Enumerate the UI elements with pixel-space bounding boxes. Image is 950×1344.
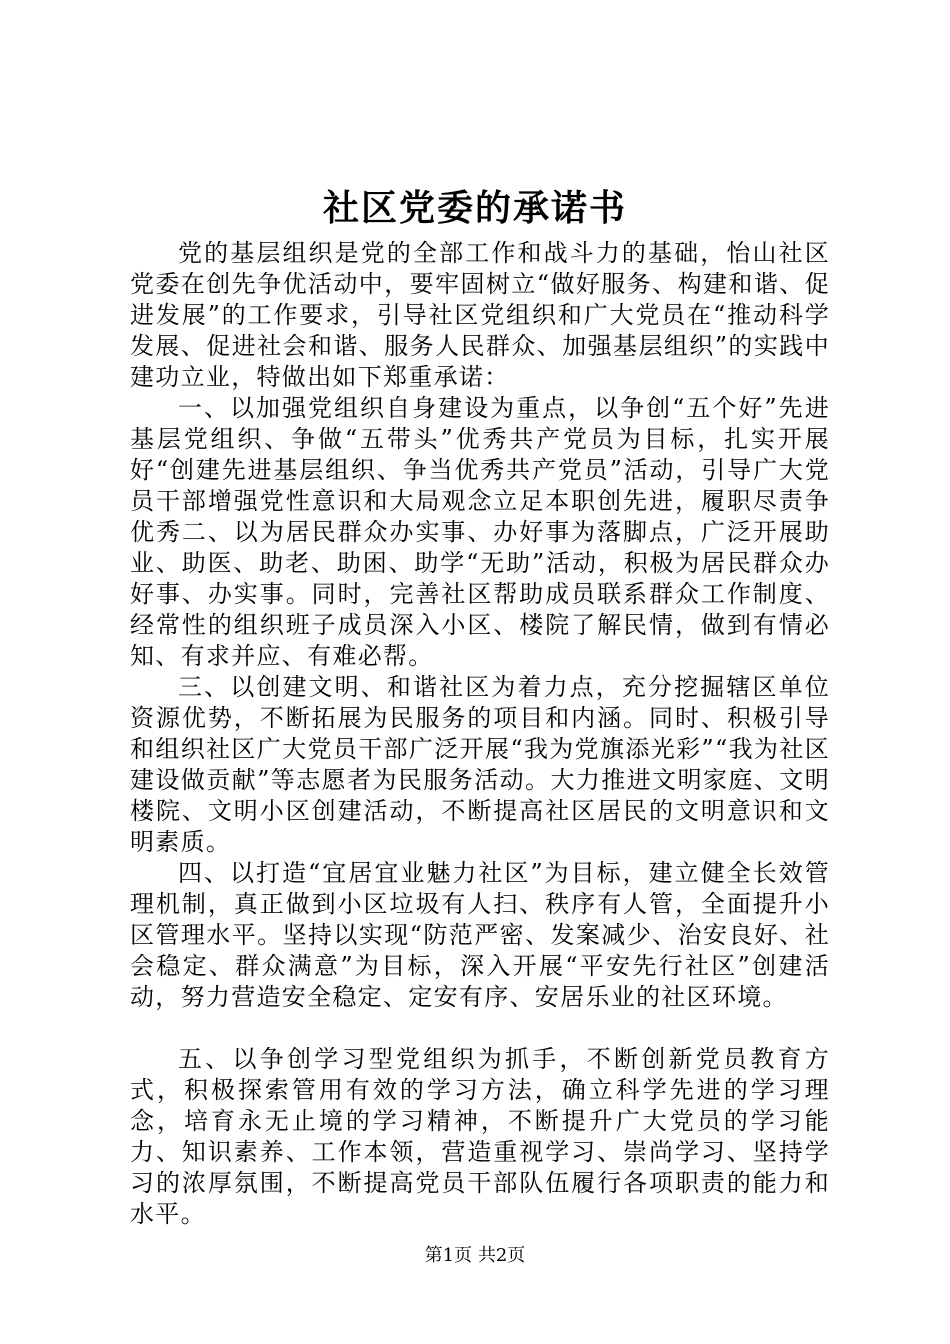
paragraph-four: 四、以打造“宜居宜业魅力社区”为目标，建立健全长效管理机制，真正做到小区垃圾有人扫、秩序有人管，全面提升小区管理水平。坚持以实现“防范严密、发案减少、治安良好、社会稳定、群众满意”为目标，深入开展“平安先行社区”创建活动，努力营造安全稳定、定安有序、安居乐业的社区环境。 <box>130 859 830 1011</box>
paragraph-one-two: 一、以加强党组织自身建设为重点，以争创“五个好”先进基层党组织、争做“五带头”优秀共产党员为目标，扎实开展好“创建先进基层组织、争当优秀共产党员”活动，引导广大党员干部增强党性意识和大局观念立足本职创先进，履职尽责争优秀二、以为居民群众办实事、办好事为落脚点，广泛开展助业、助医、助老、助困、助学“无助”活动，积极为居民群众办好事、办实事。同时，完善社区帮助成员联系群众工作制度、经常性的组织班子成员深入小区、楼院了解民情，做到有情必知、有求并应、有难必帮。 <box>130 394 830 670</box>
paragraph-three: 三、以创建文明、和谐社区为着力点，充分挖掘辖区单位资源优势，不断拓展为民服务的项目和内涵。同时、积极引导和组织社区广大党员干部广泛开展“我为党旗添光彩”“我为社区建设做贡献”等志愿者为民服务活动。大力推进文明家庭、文明楼院、文明小区创建活动，不断提高社区居民的文明意识和文明素质。 <box>130 673 830 856</box>
document-body <box>130 238 830 1230</box>
paragraph-intro: 党的基层组织是党的全部工作和战斗力的基础，怡山社区党委在创先争优活动中，要牢固树立“做好服务、构建和谐、促进发展”的工作要求，引导社区党组织和广大党员在“推动科学发展、促进社会和谐、服务人民群众、加强基层组织”的实践中建功立业，特做出如下郑重承诺： <box>130 239 830 391</box>
page-number-footer: 第1页 共2页 <box>424 1245 526 1266</box>
paragraph-five: 五、以争创学习型党组织为抓手，不断创新党员教育方式，积极探索管用有效的学习方法，确立科学先进的学习理念，培育永无止境的学习精神，不断提升广大党员的学习能力、知识素养、工作本领，营造重视学习、崇尚学习、坚持学习的浓厚氛围，不断提高党员干部队伍履行各项职责的能力和水平。 <box>130 1045 830 1228</box>
document-title: 社区党委的承诺书 <box>322 187 627 229</box>
